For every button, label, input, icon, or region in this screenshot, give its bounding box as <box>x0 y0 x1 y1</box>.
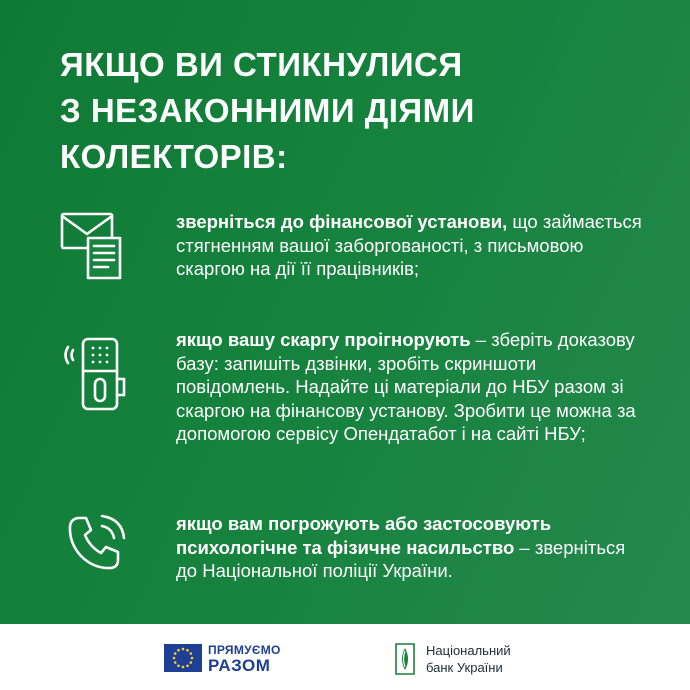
advice-item-1-text: що займається стягненням вашої заборгованості, з письмовою скаргою на дії її працівників; <box>176 211 642 279</box>
nbu-emblem-icon <box>392 642 418 676</box>
advice-item-2-text: – зберіть доказову базу: запишіть дзвінки, зробіть скриншоти повідомлень. Надайте ці матеріали до НБУ разом зі скаргою на фінансову установу. Зробити це можна за допомогою сервісу Опендатабот і на сайті НБУ; <box>176 329 636 444</box>
nbu-logo-line-2: банк України <box>426 660 503 675</box>
envelope-document-icon <box>60 210 132 282</box>
phone-call-icon <box>64 512 128 576</box>
nbu-logo-text <box>426 642 511 676</box>
advice-item-2-bold: якщо вашу скаргу проігнорують <box>176 329 471 350</box>
advice-item-2 <box>176 328 646 446</box>
title-line-2: З НЕЗАКОННИМИ ДІЯМИ <box>60 92 475 129</box>
advice-item-3-text: – зверніться до Національної поліції України. <box>176 536 626 581</box>
eu-flag-icon <box>164 644 202 672</box>
advice-item-1-bold: зверніться до фінансової установи, <box>176 211 508 232</box>
title-line-3: КОЛЕКТОРІВ: <box>60 138 288 175</box>
footer <box>0 624 690 690</box>
page-title <box>60 42 660 180</box>
eu-logo-line-2: РАЗОМ <box>208 656 271 675</box>
eu-logo-line-1: ПРЯМУЄМО <box>208 643 281 657</box>
eu-logo-text <box>208 644 281 674</box>
recorder-device-icon <box>60 335 132 415</box>
advice-item-3-bold: якщо вам погрожують або застосовують психологічне та фізичне насильство <box>176 513 552 558</box>
advice-item-3 <box>176 512 646 583</box>
nbu-logo-line-1: Національний <box>426 643 511 658</box>
advice-item-1 <box>176 210 646 281</box>
title-line-1: ЯКЩО ВИ СТИКНУЛИСЯ <box>60 46 463 83</box>
